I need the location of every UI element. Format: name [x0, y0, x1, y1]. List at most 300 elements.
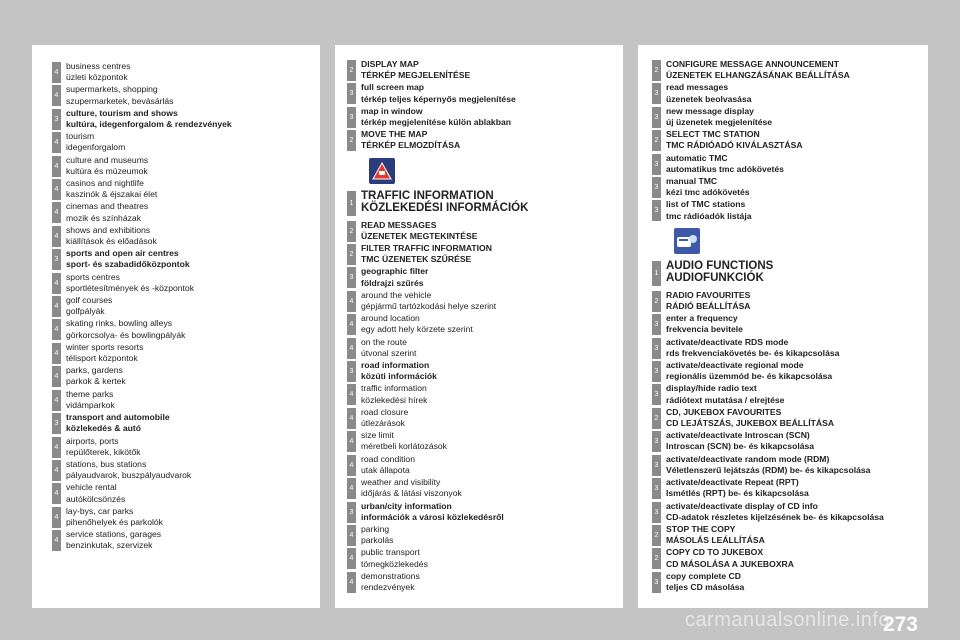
level-marker: 3: [652, 361, 661, 382]
hungarian-label: rds frekvenciakövetés be- és kikapcsolása: [666, 347, 840, 358]
level-marker: 2: [347, 244, 356, 265]
level-marker: 4: [52, 273, 61, 294]
menu-item-text: [666, 106, 772, 128]
english-label: activate/deactivate regional mode: [666, 360, 804, 371]
level-marker: 4: [52, 296, 61, 317]
menu-item-text: [361, 547, 428, 569]
hungarian-label: CD LEJÁTSZÁS, JUKEBOX BEÁLLÍTÁSA: [666, 418, 835, 429]
menu-item-text: [666, 59, 850, 81]
english-label: new message display: [666, 105, 754, 116]
menu-item: [52, 459, 316, 481]
level-marker: 4: [52, 202, 61, 223]
menu-item: [652, 337, 924, 359]
column-left: [32, 45, 320, 608]
hungarian-label: Véletlenszerű lejátszás (RDM) be- és kikapcsolása: [666, 464, 871, 475]
hungarian-label: útvonal szerint: [361, 347, 417, 358]
level-marker: 4: [52, 62, 61, 83]
menu-item: [52, 389, 316, 411]
menu-item-text: [66, 412, 170, 434]
hungarian-label: regionális üzemmód be- és kikapcsolása: [666, 371, 833, 382]
menu-item: [52, 365, 316, 387]
hungarian-label: sportlétesítmények és -központok: [66, 282, 195, 293]
level-marker: 4: [347, 408, 356, 429]
menu-item-text: [361, 454, 415, 476]
english-label: weather and visibility: [361, 477, 441, 488]
level-marker: 3: [652, 431, 661, 452]
menu-item: [52, 318, 316, 340]
level-marker: 2: [652, 548, 661, 569]
hungarian-label: információk a városi közlekedésről: [361, 511, 504, 522]
level-marker: 2: [652, 130, 661, 151]
menu-item-text: [666, 129, 803, 151]
english-label: parks, gardens: [66, 365, 123, 376]
menu-item: [347, 547, 619, 569]
column-middle: [335, 45, 623, 608]
audio-media-icon: [674, 228, 700, 254]
hungarian-label: vidámparkok: [66, 399, 115, 410]
level-marker: 4: [347, 384, 356, 405]
menu-item: [347, 454, 619, 476]
level-marker: 3: [52, 109, 61, 130]
menu-item: [652, 290, 924, 312]
level-marker: 3: [347, 83, 356, 104]
hungarian-label: repülőterek, kikötők: [66, 446, 141, 457]
hungarian-label: teljes CD másolása: [666, 581, 745, 592]
menu-item-text: [361, 243, 492, 265]
menu-item-text: [666, 547, 794, 569]
menu-item: [52, 131, 316, 153]
level-marker: 4: [347, 431, 356, 452]
level-marker: 4: [52, 437, 61, 458]
hungarian-label: utak állapota: [361, 464, 410, 475]
level-marker: 4: [347, 455, 356, 476]
menu-item: [652, 524, 924, 546]
english-label: list of TMC stations: [666, 199, 746, 210]
english-label: parking: [361, 523, 390, 534]
english-label: transport and automobile: [66, 412, 170, 423]
menu-item-text: [361, 407, 408, 429]
english-label: full screen map: [361, 82, 425, 93]
menu-item: [52, 84, 316, 106]
level-marker: 3: [652, 455, 661, 476]
english-label: sports and open air centres: [66, 248, 179, 259]
hungarian-label: üzenetek beolvasása: [666, 93, 752, 104]
menu-item-text: [666, 260, 773, 284]
menu-item-text: [361, 129, 460, 151]
menu-item-text: [66, 131, 125, 153]
level-marker: 4: [52, 366, 61, 387]
english-label: FILTER TRAFFIC INFORMATION: [361, 243, 492, 254]
hungarian-label: térkép megjelenítése külön ablakban: [361, 117, 511, 128]
menu-item: [347, 383, 619, 405]
level-marker: 4: [52, 390, 61, 411]
menu-item: [347, 290, 619, 312]
column-right: [638, 45, 928, 608]
menu-item-text: [666, 477, 809, 499]
level-marker: 2: [652, 291, 661, 312]
english-label: skating rinks, bowling alleys: [66, 318, 173, 329]
english-label: activate/deactivate Introscan (SCN): [666, 430, 810, 441]
hungarian-label: automatikus tmc adókövetés: [666, 163, 784, 174]
level-marker: 4: [347, 478, 356, 499]
hungarian-label: gépjármű tartózkodási helye szerint: [361, 301, 497, 312]
menu-item-text: [361, 290, 496, 312]
level-marker: 3: [652, 314, 661, 335]
english-label: COPY CD TO JUKEBOX: [666, 547, 764, 558]
hungarian-label: tmc rádióadók listája: [666, 210, 752, 221]
english-label: AUDIO FUNCTIONS: [666, 259, 774, 272]
level-marker: 4: [52, 179, 61, 200]
menu-item-text: [361, 106, 511, 128]
english-label: road information: [361, 360, 430, 371]
hungarian-label: tömegközlekedés: [361, 558, 428, 569]
level-marker: 2: [347, 221, 356, 242]
level-marker: 3: [652, 338, 661, 359]
hungarian-label: mozik és színházak: [66, 212, 141, 223]
menu-item: [347, 524, 619, 546]
hungarian-label: CD MÁSOLÁSA A JUKEBOXRA: [666, 558, 794, 569]
english-label: automatic TMC: [666, 152, 728, 163]
menu-item-text: [66, 84, 173, 106]
hungarian-label: Introscan (SCN) be- és kikapcsolása: [666, 441, 815, 452]
menu-item: [347, 82, 619, 104]
menu-item-text: [66, 61, 131, 83]
level-marker: 4: [52, 460, 61, 481]
menu-item-text: [361, 59, 470, 81]
menu-list: [52, 61, 316, 553]
menu-item-text: [361, 571, 420, 593]
menu-item-text: [66, 506, 163, 528]
hungarian-label: frekvencia bevitele: [666, 324, 743, 335]
level-marker: 4: [52, 530, 61, 551]
menu-item-text: [361, 360, 437, 382]
menu-item: [52, 342, 316, 364]
hungarian-label: üzleti központok: [66, 72, 128, 83]
english-label: CONFIGURE MESSAGE ANNOUNCEMENT: [666, 59, 839, 69]
menu-item-text: [666, 290, 751, 312]
menu-item-text: [666, 199, 752, 221]
menu-item: [347, 360, 619, 382]
menu-item-text: [361, 430, 447, 452]
hungarian-label: időjárás & látási viszonyok: [361, 488, 462, 499]
level-marker: 4: [52, 226, 61, 247]
level-marker: 4: [52, 156, 61, 177]
english-label: supermarkets, shopping: [66, 84, 158, 95]
hungarian-label: CD-adatok részletes kijelzésének be- és kikapcsolása: [666, 511, 884, 522]
menu-item: [347, 59, 619, 81]
hungarian-label: kultúra és múzeumok: [66, 165, 148, 176]
english-label: culture and museums: [66, 154, 149, 165]
menu-item: [652, 59, 924, 81]
english-label: winter sports resorts: [66, 341, 144, 352]
level-marker: 3: [652, 107, 661, 128]
traffic-warning-icon: [369, 158, 395, 184]
english-label: airports, ports: [66, 435, 119, 446]
menu-item-text: [66, 436, 141, 458]
menu-item: [52, 295, 316, 317]
english-label: public transport: [361, 547, 420, 558]
menu-item-text: [666, 454, 870, 476]
level-marker: 3: [652, 200, 661, 221]
menu-item-text: [66, 155, 148, 177]
menu-item: [652, 129, 924, 151]
english-label: RADIO FAVOURITES: [666, 289, 751, 300]
hungarian-label: új üzenetek megjelenítése: [666, 117, 773, 128]
hungarian-label: görkorcsolya- és bowlingpályák: [66, 329, 186, 340]
menu-item-text: [66, 272, 194, 294]
menu-item: [652, 383, 924, 405]
english-label: service stations, garages: [66, 529, 162, 540]
level-marker: 3: [52, 413, 61, 434]
menu-item: [652, 360, 924, 382]
menu-item-text: [666, 82, 752, 104]
hungarian-label: RÁDIÓ BEÁLLÍTÁSA: [666, 301, 751, 312]
english-label: road closure: [361, 406, 409, 417]
menu-item-text: [666, 501, 884, 523]
level-marker: 1: [652, 261, 661, 286]
hungarian-label: földrajzi szűrés: [361, 277, 424, 288]
level-marker: 4: [52, 132, 61, 153]
level-marker: 4: [347, 291, 356, 312]
menu-item-text: [66, 248, 190, 270]
hungarian-label: TMC ÜZENETEK SZŰRÉSE: [361, 254, 472, 265]
menu-item-text: [666, 407, 834, 429]
hungarian-label: ÜZENETEK ELHANGZÁSÁNAK BEÁLLÍTÁSA: [666, 70, 850, 81]
english-label: theme parks: [66, 388, 114, 399]
menu-item: [347, 106, 619, 128]
level-marker: 4: [347, 338, 356, 359]
menu-item-text: [66, 529, 161, 551]
menu-item: [347, 129, 619, 151]
level-marker: 2: [652, 60, 661, 81]
level-marker: 2: [347, 130, 356, 151]
hungarian-label: térkép teljes képernyős megjelenítése: [361, 93, 516, 104]
menu-item-text: [361, 313, 473, 335]
hungarian-label: egy adott hely körzete szerint: [361, 324, 473, 335]
menu-item: [652, 407, 924, 429]
menu-item: [347, 477, 619, 499]
english-label: lay-bys, car parks: [66, 505, 134, 516]
english-label: traffic information: [361, 383, 427, 394]
menu-item-text: [666, 360, 832, 382]
menu-item-text: [666, 313, 743, 335]
english-label: activate/deactivate Repeat (RPT): [666, 477, 799, 488]
level-marker: 4: [52, 507, 61, 528]
menu-item: [652, 106, 924, 128]
menu-item-text: [361, 477, 462, 499]
menu-item-text: [361, 220, 478, 242]
english-label: display/hide radio text: [666, 383, 757, 394]
menu-item: [52, 272, 316, 294]
menu-item: [347, 243, 619, 265]
hungarian-label: benzinkutak, szervizek: [66, 540, 153, 551]
hungarian-label: golfpályák: [66, 306, 105, 317]
hungarian-label: rendezvények: [361, 581, 415, 592]
hungarian-label: parkok & kertek: [66, 376, 126, 387]
menu-item-text: [666, 383, 784, 405]
hungarian-label: sport- és szabadidőközpontok: [66, 259, 190, 270]
english-label: business centres: [66, 61, 131, 71]
menu-item-text: [361, 337, 416, 359]
english-label: around the vehicle: [361, 289, 432, 300]
level-marker: 3: [652, 572, 661, 593]
watermark: carmanualsonline.info: [684, 609, 890, 631]
level-marker: 3: [652, 384, 661, 405]
english-label: activate/deactivate RDS mode: [666, 336, 789, 347]
menu-item-text: [361, 524, 393, 546]
menu-list: [652, 59, 924, 594]
menu-item-text: [666, 153, 784, 175]
level-marker: 3: [652, 154, 661, 175]
level-marker: 3: [652, 502, 661, 523]
hungarian-label: Ismétlés (RPT) be- és kikapcsolása: [666, 488, 809, 499]
menu-item: [652, 199, 924, 221]
english-label: tourism: [66, 131, 95, 142]
hungarian-label: TMC RÁDIÓADÓ KIVÁLASZTÁSA: [666, 140, 803, 151]
menu-item-text: [66, 225, 157, 247]
hungarian-label: szupermarketek, bevásárlás: [66, 95, 174, 106]
menu-item: [347, 430, 619, 452]
menu-item: [347, 220, 619, 242]
hungarian-label: pihenőhelyek és parkolók: [66, 516, 163, 527]
menu-item: [52, 248, 316, 270]
english-label: road condition: [361, 453, 415, 464]
menu-item-text: [666, 524, 765, 546]
menu-item: [652, 313, 924, 335]
hungarian-label: KÖZLEKEDÉSI INFORMÁCIÓK: [361, 201, 529, 214]
level-marker: 4: [347, 548, 356, 569]
english-label: manual TMC: [666, 176, 718, 187]
menu-item: [52, 178, 316, 200]
menu-item: [347, 266, 619, 288]
menu-item-text: [66, 201, 148, 223]
english-label: geographic filter: [361, 266, 429, 277]
english-label: activate/deactivate random mode (RDM): [666, 453, 830, 464]
menu-item: [652, 176, 924, 198]
english-label: READ MESSAGES: [361, 219, 437, 230]
level-marker: 3: [652, 478, 661, 499]
menu-item: [52, 108, 316, 130]
english-label: golf courses: [66, 295, 113, 306]
menu-item: [652, 477, 924, 499]
menu-item-text: [666, 337, 839, 359]
menu-item: [52, 155, 316, 177]
hungarian-label: kultúra, idegenforgalom & rendezvények: [66, 119, 232, 130]
english-label: casinos and nightlife: [66, 178, 144, 189]
page-number: 273: [882, 613, 918, 636]
menu-item: [347, 190, 619, 216]
english-label: urban/city information: [361, 500, 452, 511]
menu-item-text: [361, 501, 504, 523]
menu-list: [347, 59, 619, 594]
hungarian-label: kézi tmc adókövetés: [666, 187, 750, 198]
english-label: stations, bus stations: [66, 458, 147, 469]
menu-item-text: [361, 190, 528, 214]
hungarian-label: autókölcsönzés: [66, 493, 126, 504]
english-label: CD, JUKEBOX FAVOURITES: [666, 406, 782, 417]
menu-item: [347, 407, 619, 429]
level-marker: 4: [347, 314, 356, 335]
menu-item: [652, 260, 924, 286]
hungarian-label: méretbeli korlátozások: [361, 441, 447, 452]
level-marker: 4: [347, 525, 356, 546]
english-label: sports centres: [66, 271, 120, 282]
english-label: around location: [361, 313, 420, 324]
english-label: vehicle rental: [66, 482, 117, 493]
english-label: SELECT TMC STATION: [666, 129, 760, 140]
english-label: cinemas and theatres: [66, 201, 149, 212]
level-marker: 3: [347, 267, 356, 288]
menu-item: [347, 571, 619, 593]
menu-item-text: [361, 383, 427, 405]
menu-item: [52, 225, 316, 247]
menu-item: [347, 313, 619, 335]
level-marker: 4: [52, 343, 61, 364]
hungarian-label: MÁSOLÁS LEÁLLÍTÁSA: [666, 535, 765, 546]
level-marker: 4: [52, 85, 61, 106]
english-label: TRAFFIC INFORMATION: [361, 189, 494, 202]
level-marker: 2: [347, 60, 356, 81]
english-label: enter a frequency: [666, 313, 738, 324]
level-marker: 3: [652, 177, 661, 198]
menu-item-text: [361, 82, 516, 104]
english-label: shows and exhibitions: [66, 224, 151, 235]
menu-item-text: [66, 108, 232, 130]
menu-item: [652, 153, 924, 175]
hungarian-label: közlekedési hírek: [361, 394, 428, 405]
hungarian-label: TÉRKÉP MEGJELENÍTÉSE: [361, 70, 471, 81]
menu-item: [347, 501, 619, 523]
level-marker: 4: [52, 483, 61, 504]
level-marker: 4: [52, 319, 61, 340]
menu-item: [652, 571, 924, 593]
menu-item-text: [666, 430, 814, 452]
english-label: activate/deactivate display of CD info: [666, 500, 818, 511]
hungarian-label: kaszinók & éjszakai élet: [66, 189, 158, 200]
menu-item-text: [66, 178, 157, 200]
hungarian-label: közlekedés & autó: [66, 423, 141, 434]
hungarian-label: ÜZENETEK MEGTEKINTÉSE: [361, 230, 478, 241]
hungarian-label: útlezárások: [361, 418, 405, 429]
level-marker: 3: [652, 83, 661, 104]
menu-item-text: [666, 571, 744, 593]
english-label: read messages: [666, 82, 729, 93]
menu-item: [652, 501, 924, 523]
english-label: DISPLAY MAP: [361, 59, 419, 69]
hungarian-label: télisport központok: [66, 353, 138, 364]
menu-item-text: [66, 318, 185, 340]
menu-item-text: [66, 295, 112, 317]
english-label: demonstrations: [361, 570, 420, 581]
menu-item: [52, 482, 316, 504]
level-marker: 3: [52, 249, 61, 270]
menu-item: [52, 506, 316, 528]
menu-item: [347, 337, 619, 359]
hungarian-label: kiállítások és előadások: [66, 236, 157, 247]
menu-item-text: [361, 266, 428, 288]
menu-item: [652, 454, 924, 476]
level-marker: 3: [347, 107, 356, 128]
menu-item: [652, 82, 924, 104]
menu-item-text: [66, 389, 115, 411]
english-label: copy complete CD: [666, 570, 741, 581]
hungarian-label: rádiótext mutatása / elrejtése: [666, 394, 785, 405]
english-label: culture, tourism and shows: [66, 107, 178, 118]
menu-item: [52, 436, 316, 458]
english-label: STOP THE COPY: [666, 523, 736, 534]
menu-item-text: [666, 176, 750, 198]
level-marker: 2: [652, 525, 661, 546]
